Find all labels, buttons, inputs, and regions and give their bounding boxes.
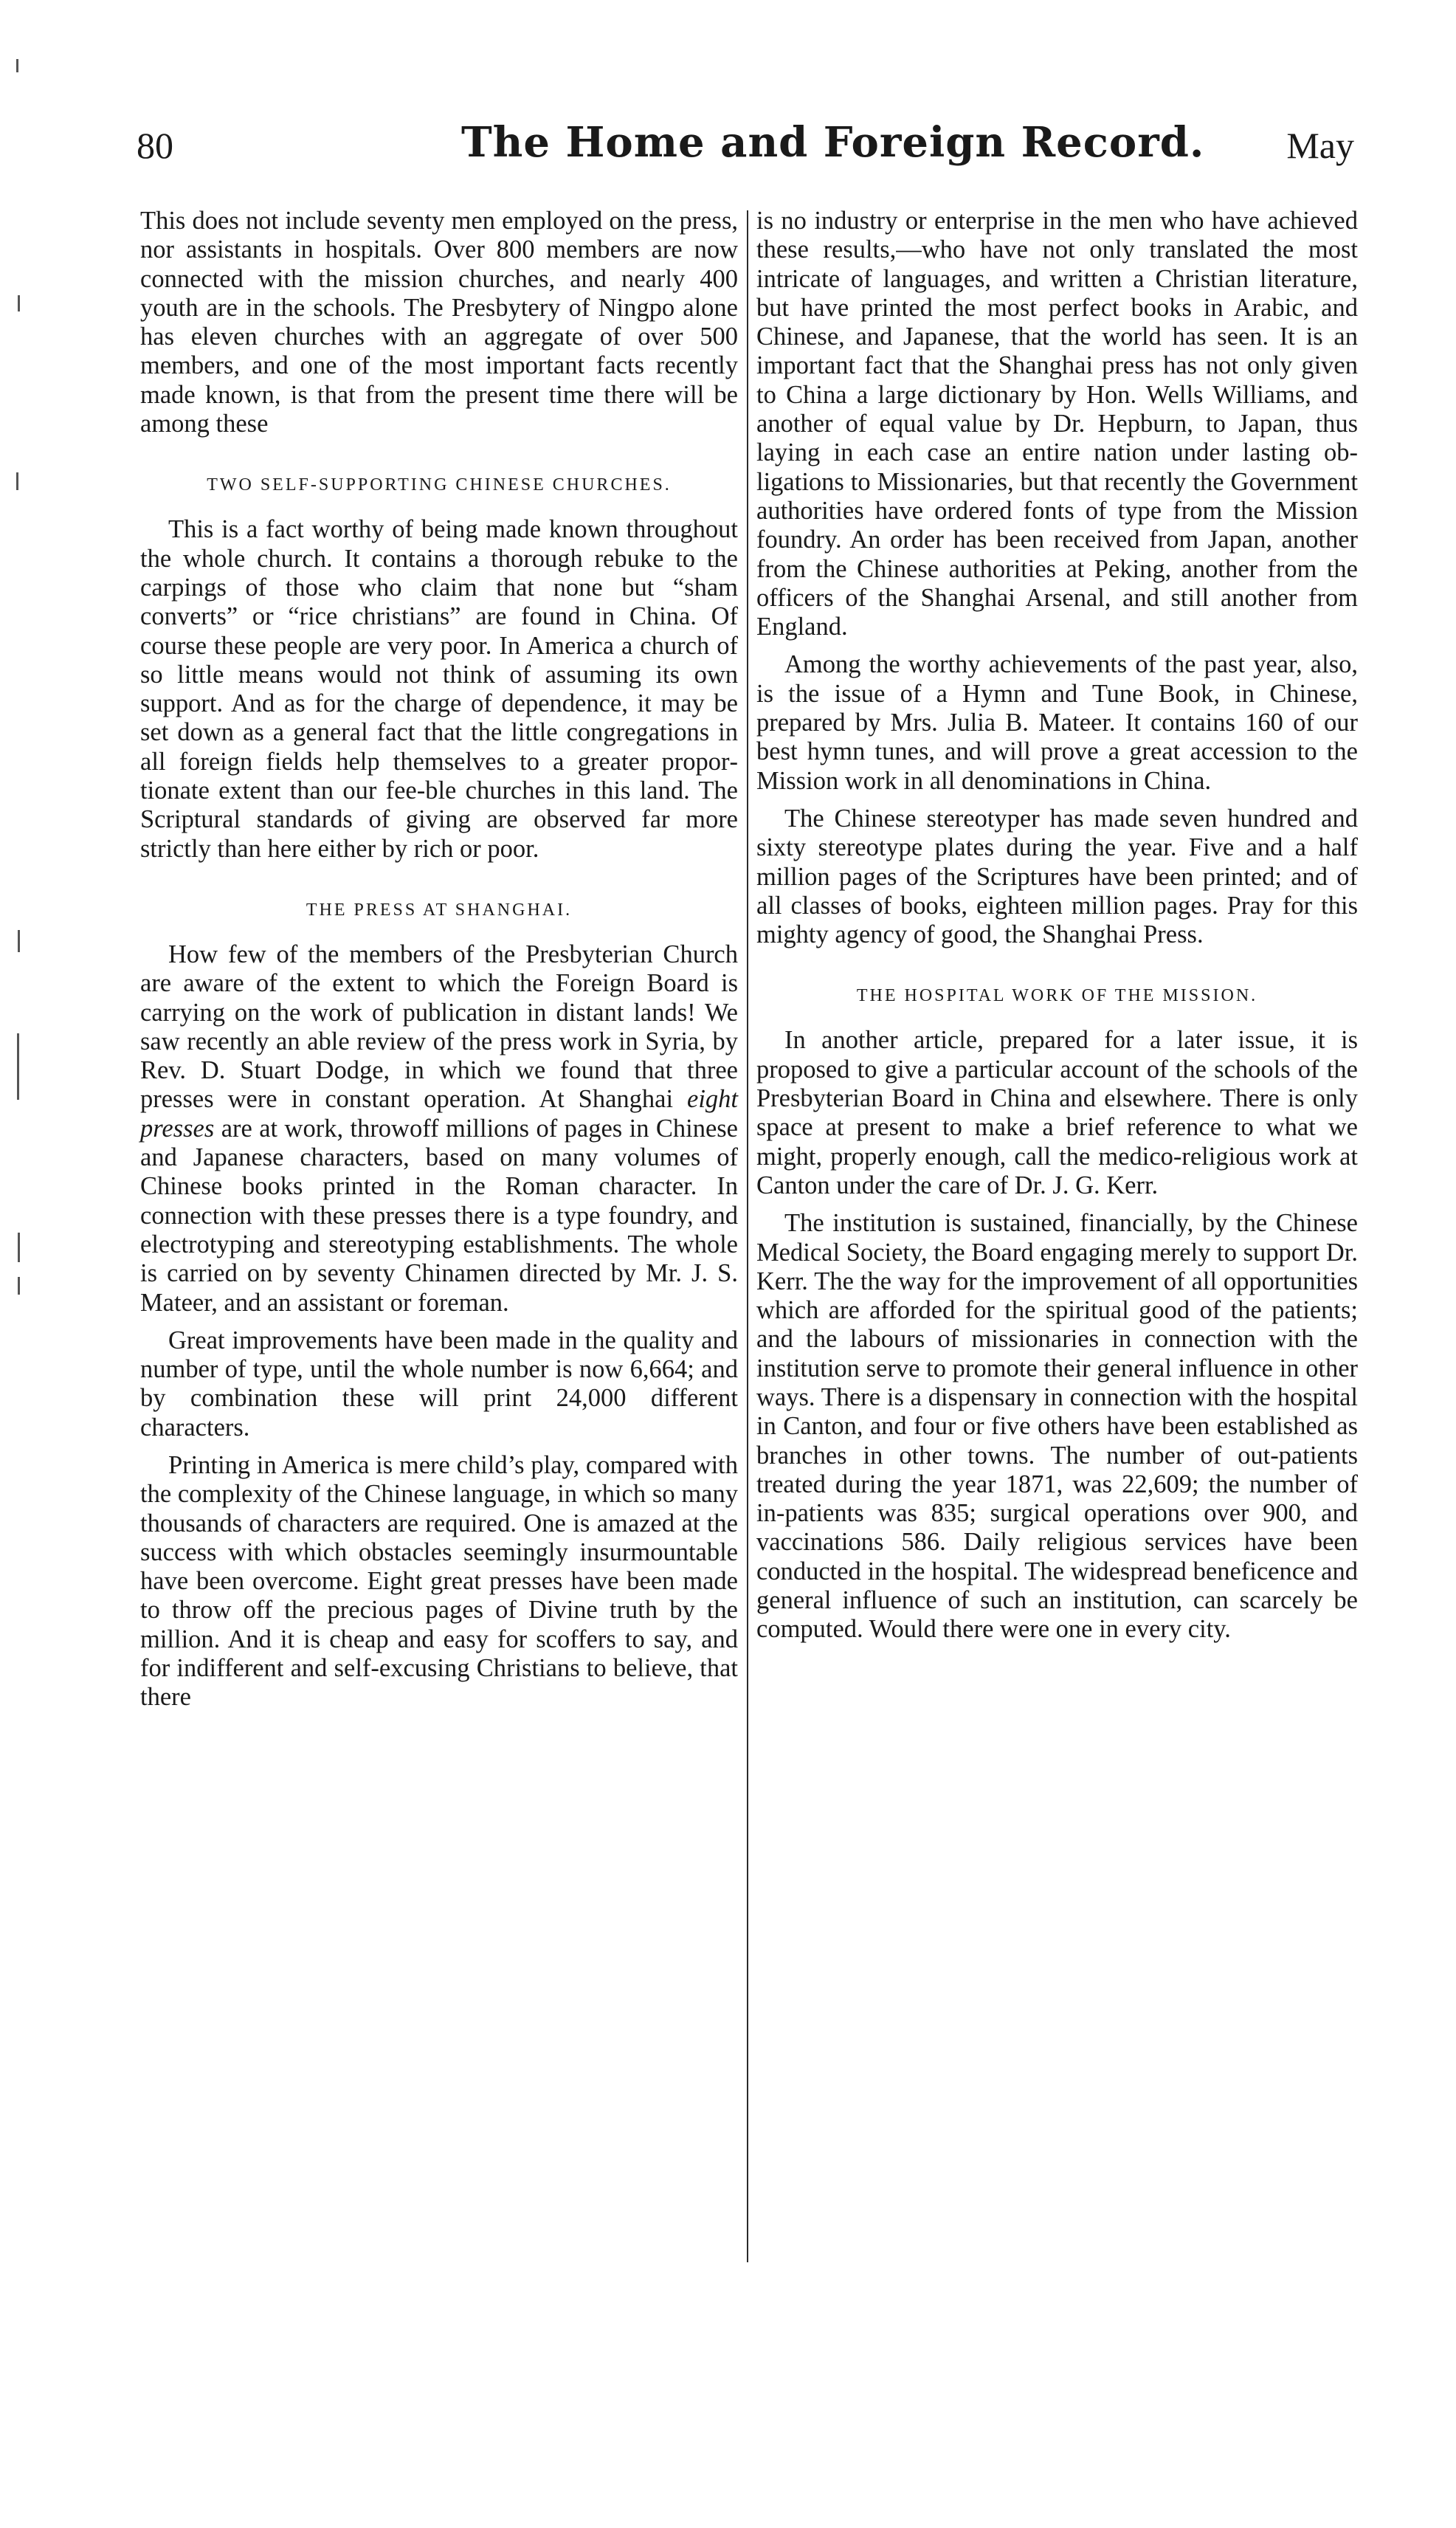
page-header (137, 118, 1354, 185)
running-title: The Home and Foreign Record. (461, 118, 1205, 167)
emphasis-text: eight presses (140, 1085, 738, 1143)
scan-speck (18, 1233, 20, 1262)
paragraph: This is a fact worthy of being made known throughout the whole church. It contains a thorough rebuke to the carpings of those who claim that none but “sham converts” or “rice christians” are found in China. Of course these people are very poor. In America a church of so little means would not think of assuming its own support. And as for the charge of dependence, it may be set down as a general fact that the little congregations in all foreign fields help themselves to a greater proportionate extent than our fee-ble churches in this land. The Scriptural standards of giving are observed far more strictly than here either by rich or poor. (140, 515, 738, 863)
scan-speck (16, 59, 18, 72)
right-column (756, 207, 1358, 1653)
paragraph: In another article, prepared for a later issue, it is proposed to give a particular account of the schools of the Presbyterian Board in China and elsewhere. There is only space at present to make a brief reference to what we might, properly enough, call the medico-religious work at Canton under the care of Dr. J. G. Kerr. (756, 1026, 1358, 1199)
running-month: May (1286, 125, 1354, 166)
scan-speck (18, 930, 20, 952)
paragraph: Printing in America is mere child’s play, compared with the complexity of the Chinese language, in which so many thousands of characters are required. One is amazed at the success with which obstacles seemingly insurmountable have been overcome. Eight great presses have been made to throw off the precious pages of Divine truth by the million. And it is cheap and easy for scoffers to say, and for indifferent and self-excusing Christians to believe, that there (140, 1450, 738, 1712)
scan-speck (18, 295, 20, 311)
scan-speck (18, 1277, 20, 1295)
paragraph-text: How few of the members of the Presbyterian Church are aware of the extent to which the Foreign Board is carrying on the work of publication in distant lands! We saw recently an able review of the press work in Syria, by Rev. D. Stuart Dodge, in which we found that three presses were in constant operation. At Shanghai (140, 940, 738, 1114)
page-number: 80 (137, 125, 173, 166)
scan-speck (16, 472, 18, 490)
section-heading: THE HOSPITAL WORK OF THE MISSION. (856, 986, 1258, 1006)
left-column (140, 207, 738, 1721)
paragraph: The Chinese stereotyper has made seven hundred and sixty stereotype plates during the year. Five and a half million pages of the Scriptures have been printed; and of all classes of books, eighteen million pages. Pray for this mighty agency of good, the Shanghai Press. (756, 804, 1358, 949)
paragraph: The institution is sustained, financially, by the Chinese Medical Society, the Board engaging merely to support Dr. Kerr. The the way for the improvement of all opportunities which are afforded for the spiritual good of the patients; and the labours of missionaries in connection with the institution serve to promote their general influence in other ways. There is a dispensary in connection with the hospital in Canton, and four or five others have been established as branches in other towns. The number of out-patients treated during the year 1871, was 22,609; the number of in-patients was 835; surgical operations over 900, and vaccinations 586. Daily religious services have been conducted in the hospital. The widespread beneficence and general influence of such an institution, can scarcely be computed. Would there were one in every city. (756, 1209, 1358, 1644)
paragraph: This does not include seventy men employed on the press, nor assistants in hospitals. Over 800 members are now connected with the mission churches, and nearly 400 youth are in the schools. The Presbytery of Ningpo alone has eleven churches with an aggregate of over 500 members, and one of the most important facts recently made known, is that from the present time there will be among these (140, 207, 738, 438)
paragraph (140, 940, 738, 1318)
scan-speck (17, 1033, 19, 1100)
paragraph: is no industry or enterprise in the men who have achieved these results,—who have not only translated the most intricate of languages, and written a Christian literature, but have printed the most perfect books in Arabic, and Chinese, and Japanese, that the world has seen. It is an important fact that the Shanghai press has not only given to China a large dictionary by Hon. Wells Williams, and another of equal value by Dr. Hepburn, to Japan, thus laying in each case an entire nation under lasting obligations to Missionaries, but that recently the Government authorities have ordered fonts of type from the Mission foundry. An order has been received from Japan, another from the Chinese authorities at Peking, another from the officers of the Shanghai Arsenal, and still another from England. (756, 207, 1358, 641)
paragraph: Among the worthy achievements of the past year, also, is the issue of a Hymn and Tune Book, in Chinese, prepared by Mrs. Julia B. Mateer. It contains 160 of our best hymn tunes, and will prove a great accession to the Mission work in all denominations in China. (756, 650, 1358, 795)
column-divider (747, 210, 748, 2262)
paragraph: Great improvements have been made in the quality and number of type, until the whole number is now 6,664; and by combination these will print 24,000 different characters. (140, 1326, 738, 1442)
paragraph-text: are at work, throwoff millions of pages in Chinese and Japanese characters, based on many volumes of Chinese books printed in the Roman character. In connection with these presses there is a type foundry, and electrotyping and stereotyping establishments. The whole is carried on by seventy Chinamen directed by Mr. J. S. Mateer, and an assistant or foreman. (140, 1114, 738, 1317)
section-heading: THE PRESS AT SHANGHAI. (306, 900, 573, 920)
section-heading: TWO SELF-SUPPORTING CHINESE CHURCHES. (207, 475, 672, 495)
